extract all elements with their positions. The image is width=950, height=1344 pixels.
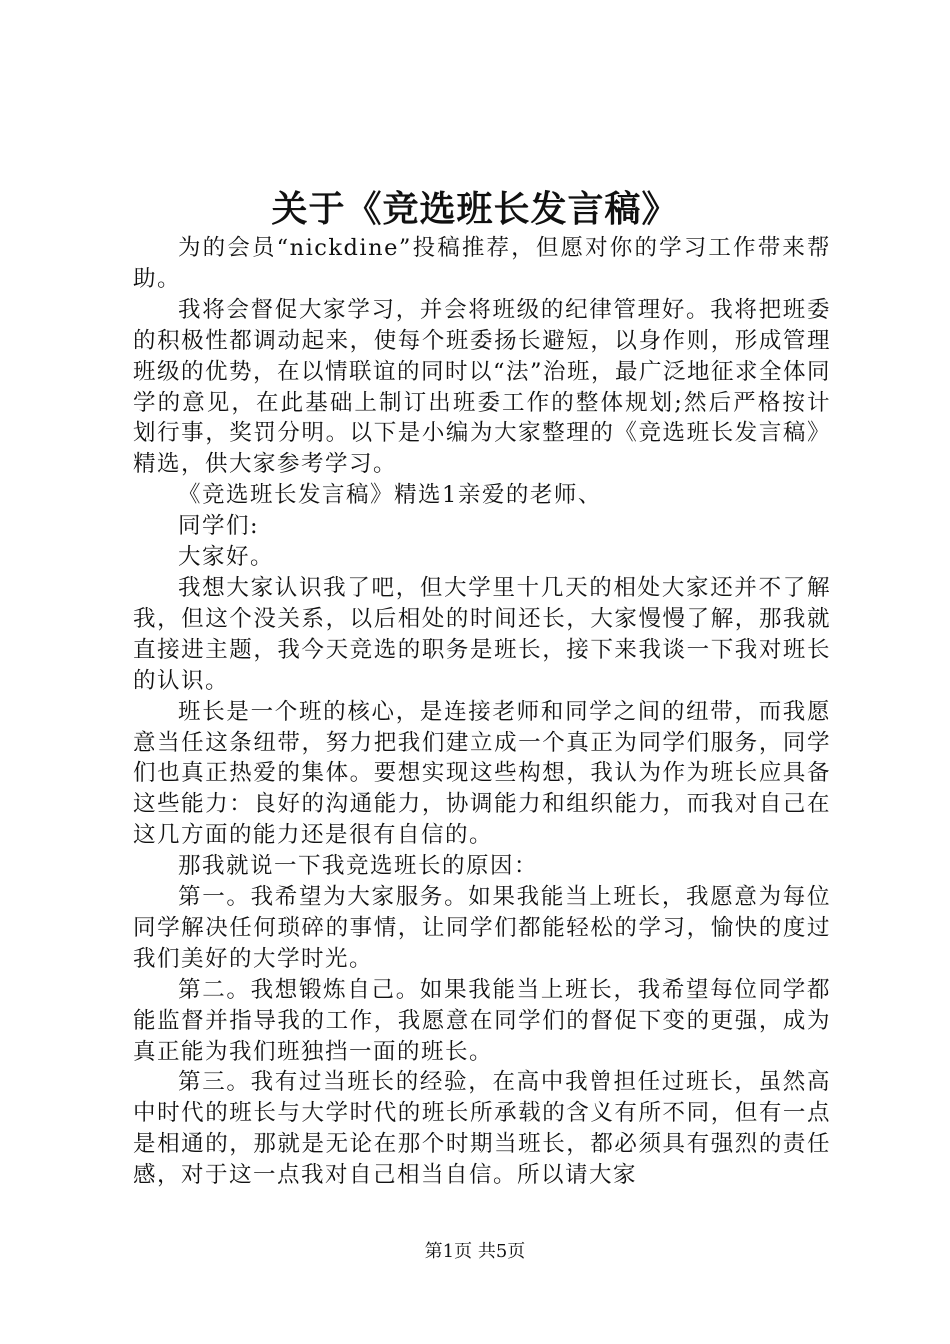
paragraph: 大家好。 bbox=[178, 544, 275, 571]
paragraph: 班长是一个班的核心，是连接老师和同学之间的纽带，而我愿意当任这条纽带，努力把我们建立成一个真正为同学们服务，同学们也真正热爱的集体。要想实现这些构想，我认为作为班长应具备这些能力：良好的沟通能力，协调能力和组织能力，而我对自己在这几方面的能力还是很有自信的。 bbox=[133, 698, 831, 849]
document-body bbox=[133, 233, 831, 1191]
paragraph: 第二。我想锻炼自己。如果我能当上班长，我希望每位同学都能监督并指导我的工作，我愿意在同学们的督促下变的更强，成为真正能为我们班独挡一面的班长。 bbox=[133, 976, 831, 1065]
paragraph: 那我就说一下我竞选班长的原因： bbox=[178, 853, 539, 880]
paragraph: 第三。我有过当班长的经验，在高中我曾担任过班长，虽然高中时代的班长与大学时代的班长所承载的含义有所不同，但有一点是相通的，那就是无论在那个时期当班长，都必须具有强烈的责任感，对于这一点我对自己相当自信。所以请大家 bbox=[133, 1069, 831, 1189]
page-footer: 第1页 共5页 bbox=[424, 1241, 526, 1262]
paragraph: 《竞选班长发言稿》精选1亲爱的老师、 bbox=[178, 482, 602, 509]
document-title: 关于《竞选班长发言稿》 bbox=[271, 188, 679, 230]
paragraph: 同学们: bbox=[178, 513, 260, 540]
paragraph: 为的会员“nickdine”投稿推荐，但愿对你的学习工作带来帮助。 bbox=[133, 235, 831, 292]
paragraph: 我将会督促大家学习，并会将班级的纪律管理好。我将把班委的积极性都调动起来，使每个班委扬长避短，以身作则，形成管理班级的优势，在以情联谊的同时以“法”治班，最广泛地征求全体同学的意见，在此基础上制订出班委工作的整体规划;然后严格按计划行事，奖罚分明。以下是小编为大家整理的《竞选班长发言稿》精选，供大家参考学习。 bbox=[133, 296, 832, 478]
paragraph: 我想大家认识我了吧，但大学里十几天的相处大家还并不了解我，但这个没关系，以后相处的时间还长，大家慢慢了解，那我就直接进主题，我今天竞选的职务是班长，接下来我谈一下我对班长的认识。 bbox=[133, 574, 831, 694]
paragraph: 第一。我希望为大家服务。如果我能当上班长，我愿意为每位同学解决任何琐碎的事情，让同学们都能轻松的学习，愉快的度过我们美好的大学时光。 bbox=[133, 884, 831, 972]
